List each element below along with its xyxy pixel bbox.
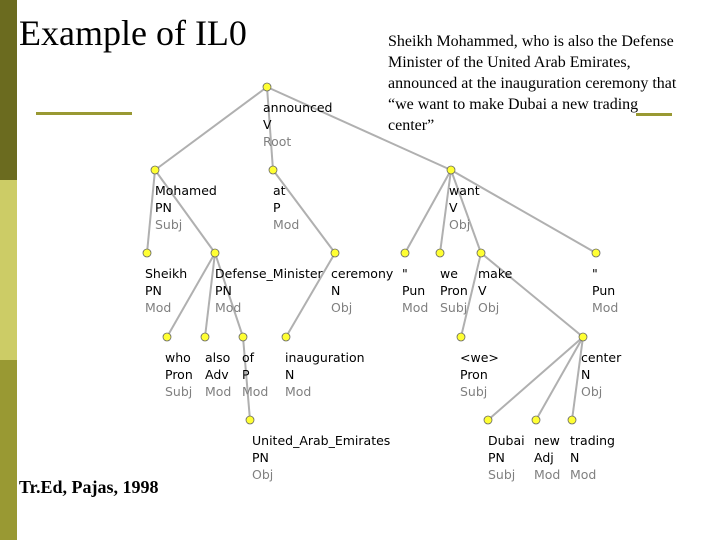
node-word: Defense_Minister xyxy=(215,266,323,281)
node-role: Subj xyxy=(488,467,516,482)
node-role: Mod xyxy=(215,300,242,315)
node-role: Subj xyxy=(440,300,468,315)
node-word: inauguration xyxy=(285,350,365,365)
tree-node-defmin xyxy=(211,249,324,315)
node-role: Mod xyxy=(534,467,561,482)
node-marker xyxy=(579,333,587,341)
tree-node-dubai xyxy=(484,416,525,482)
node-tag: V xyxy=(478,283,487,298)
node-role: Obj xyxy=(252,467,274,482)
node-role: Subj xyxy=(460,384,488,399)
node-role: Mod xyxy=(570,467,597,482)
tree-edge-sheikh xyxy=(147,170,155,253)
node-tag: V xyxy=(263,117,272,132)
node-word: Mohamed xyxy=(155,183,217,198)
node-word: trading xyxy=(570,433,615,448)
node-tag: Pun xyxy=(402,283,426,298)
node-word: of xyxy=(242,350,255,365)
node-word: announced xyxy=(263,100,333,115)
node-tag: N xyxy=(331,283,341,298)
node-tag: Pron xyxy=(460,367,488,382)
node-tag: PN xyxy=(215,283,232,298)
node-marker xyxy=(246,416,254,424)
tree-node-wex xyxy=(457,333,499,399)
node-role: Mod xyxy=(242,384,269,399)
node-marker xyxy=(477,249,485,257)
tree-node-center xyxy=(579,333,622,399)
tree-node-make xyxy=(477,249,513,315)
tree-nodes xyxy=(143,83,622,482)
tree-node-q1 xyxy=(401,249,428,315)
node-role: Obj xyxy=(449,217,471,232)
tree-node-also xyxy=(201,333,231,399)
node-role: Subj xyxy=(165,384,193,399)
node-role: Mod xyxy=(592,300,619,315)
node-marker xyxy=(484,416,492,424)
node-word: center xyxy=(581,350,622,365)
node-marker xyxy=(592,249,600,257)
node-marker xyxy=(282,333,290,341)
node-role: Subj xyxy=(155,217,183,232)
tree-node-new xyxy=(532,416,560,482)
tree-node-trading xyxy=(568,416,615,482)
node-word: who xyxy=(165,350,191,365)
node-word: also xyxy=(205,350,231,365)
node-tag: PN xyxy=(488,450,505,465)
node-word: <we> xyxy=(460,350,499,365)
node-marker xyxy=(263,83,271,91)
tree-edge-also xyxy=(205,253,215,337)
node-role: Obj xyxy=(331,300,353,315)
node-tag: P xyxy=(273,200,281,215)
tree-node-q2 xyxy=(592,249,618,315)
node-role: Mod xyxy=(145,300,172,315)
node-marker xyxy=(447,166,455,174)
node-tag: Pun xyxy=(592,283,616,298)
node-word: Sheikh xyxy=(145,266,188,281)
node-tag: N xyxy=(570,450,580,465)
node-tag: PN xyxy=(155,200,172,215)
tree-node-who xyxy=(163,333,193,399)
tree-node-want xyxy=(447,166,480,232)
node-marker xyxy=(211,249,219,257)
tree-node-inauguration xyxy=(282,333,365,399)
node-tag: PN xyxy=(252,450,269,465)
node-role: Mod xyxy=(273,217,300,232)
node-word: Dubai xyxy=(488,433,525,448)
node-word: ceremony xyxy=(331,266,394,281)
node-word: " xyxy=(592,266,598,281)
slide-title: Example of IL0 xyxy=(19,13,247,53)
node-marker xyxy=(269,166,277,174)
node-tag: N xyxy=(581,367,591,382)
node-role: Mod xyxy=(205,384,232,399)
node-tag: V xyxy=(449,200,458,215)
node-word: " xyxy=(402,266,408,281)
node-tag: Adv xyxy=(205,367,229,382)
tree-node-sheikh xyxy=(143,249,187,315)
node-marker xyxy=(436,249,444,257)
node-tag: Adj xyxy=(534,450,554,465)
node-marker xyxy=(457,333,465,341)
tree-node-we xyxy=(436,249,468,315)
tree-node-announced xyxy=(263,83,333,149)
node-word: want xyxy=(449,183,480,198)
node-tag: N xyxy=(285,367,295,382)
tree-edge-dubai xyxy=(488,337,583,420)
node-marker xyxy=(532,416,540,424)
node-marker xyxy=(163,333,171,341)
node-word: we xyxy=(440,266,458,281)
node-marker xyxy=(201,333,209,341)
node-tag: PN xyxy=(145,283,162,298)
node-word: at xyxy=(273,183,286,198)
node-tag: Pron xyxy=(165,367,193,382)
node-marker xyxy=(143,249,151,257)
node-role: Obj xyxy=(581,384,603,399)
tree-node-mohamed xyxy=(151,166,217,232)
tree-node-ceremony xyxy=(331,249,394,315)
credit-citation: Tr.Ed, Pajas, 1998 xyxy=(19,477,159,497)
tree-node-uae xyxy=(246,416,390,482)
node-role: Root xyxy=(263,134,292,149)
node-marker xyxy=(401,249,409,257)
node-marker xyxy=(239,333,247,341)
tree-edge-q1 xyxy=(405,170,451,253)
node-word: United_Arab_Emirates xyxy=(252,433,391,448)
node-tag: Pron xyxy=(440,283,468,298)
node-role: Obj xyxy=(478,300,500,315)
node-role: Mod xyxy=(285,384,312,399)
tree-edge-mohamed xyxy=(155,87,267,170)
node-word: new xyxy=(534,433,560,448)
node-marker xyxy=(568,416,576,424)
node-marker xyxy=(331,249,339,257)
node-tag: P xyxy=(242,367,250,382)
tree-edge-new xyxy=(536,337,583,420)
node-role: Mod xyxy=(402,300,429,315)
node-marker xyxy=(151,166,159,174)
example-sentence: Sheikh Mohammed, who is also the Defense Minister of the United Arab Emirates, announced at the inauguration ceremony that “we want to make Dubai a new trading center” xyxy=(388,33,677,134)
node-word: make xyxy=(478,266,513,281)
